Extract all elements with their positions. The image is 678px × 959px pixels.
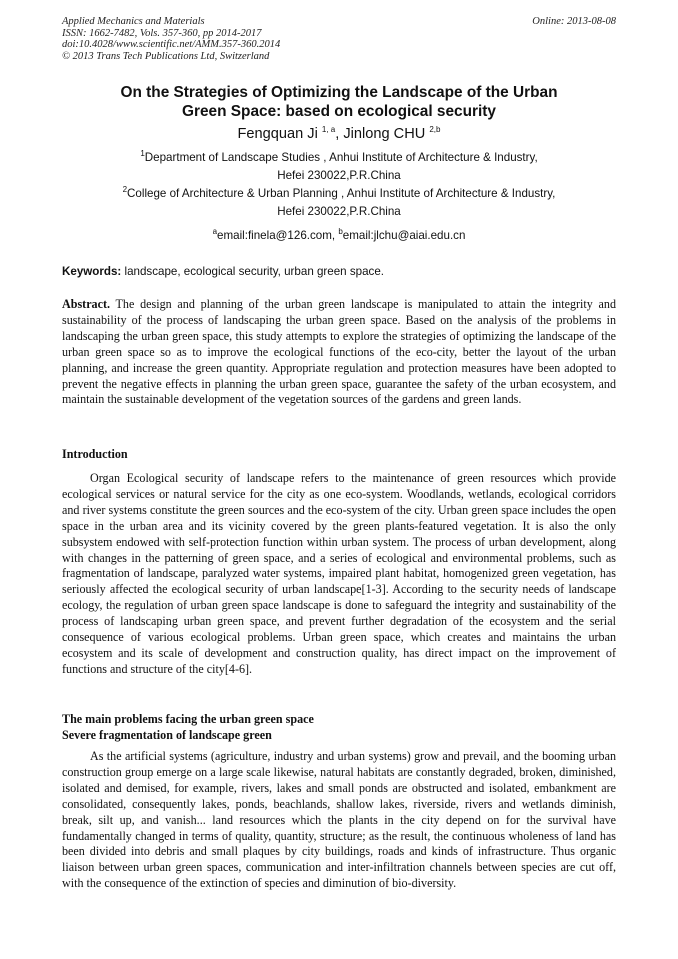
email-b: email:jlchu@aiai.edu.cn (342, 229, 466, 242)
affiliation-2-line-2: Hefei 230022,P.R.China (277, 205, 401, 218)
author-2-sup: 2,b (429, 125, 441, 135)
introduction-heading: Introduction (62, 447, 128, 461)
subsection-heading-fragmentation: Severe fragmentation of landscape green (62, 728, 272, 742)
email-a: email:finela@126.com, (217, 229, 339, 242)
section-heading-main-problems: The main problems facing the urban green space (62, 712, 314, 726)
introduction-paragraph: Organ Ecological security of landscape refers to the maintenance of green resources which provide ecological services or natural service for the city as one eco-system. Woodlands, wetlands, ecological corridors and river systems constitute the green sources and the eco-system of the city. Urban green space includes the open space in the urban area and its vicinity covered by the green plants-featured vegetation. It is also the only subsystem endowed with self-protection function within urban system. The process of urban development, along with changes in the patterning of green space, and a series of ecological and environmental problems, such as fragmentation of landscape, paralyzed water systems, impaired plant habitat, homogenized green vegetation, has seriously affected the ecological security of urban landscape[1-3]. According to the security needs of landscape ecology, the regulation of urban green space landscape is done to safeguard the integrity and sustainability of the process of landscaping urban green space, and prevent further degradation of the ecosystem and the serial consequence of various ecological problems. Urban green space, which creates and maintains the urban ecosystem and its scale of development and construction quality, has direct impact on the improvement of functions and structure of the city[4-6]. (62, 471, 616, 676)
email-a-sup: a (212, 227, 218, 237)
author-list (62, 125, 616, 143)
affiliation-2 (62, 185, 616, 221)
keywords-label: Keywords: (62, 265, 122, 278)
journal-header (62, 16, 616, 62)
abstract-text: The design and planning of the urban green landscape is manipulated to attain the integrity and sustainability of the process of landscaping the urban green space. Based on the analysis of the problems in landscaping the urban green space, this study attempts to explore the strategies of optimizing the landscape of the urban green space so as to improve the ecological functions of the eco-city, better the layout of the urban planning, and increase the green quantity. Appropriate regulation and protection measures have been adopted to prevent the negative effects in planning the urban green space, guarantee the safety of the urban ecosystem, and maintain the sustainable development of the vegetation sources of the gardens and green lands. (62, 297, 616, 407)
paper-title (62, 83, 616, 121)
title-line-2: Green Space: based on ecological security (182, 103, 496, 120)
affiliation-1-line-2: Hefei 230022,P.R.China (277, 169, 401, 182)
affiliation-1-line-1: Department of Landscape Studies , Anhui Institute of Architecture & Industry, (144, 151, 538, 164)
affiliation-1-number: 1 (140, 149, 145, 159)
title-line-1: On the Strategies of Optimizing the Landscape of the Urban (120, 84, 558, 101)
email-b-sup: b (338, 227, 343, 237)
affiliation-2-number: 2 (122, 185, 128, 195)
online-date: Online: 2013-08-08 (532, 16, 616, 27)
author-emails (62, 229, 616, 243)
copyright-line: © 2013 Trans Tech Publications Ltd, Switzerland (62, 50, 270, 62)
doi-line: doi:10.4028/www.scientific.net/AMM.357-360.2014 (62, 39, 281, 51)
abstract-label: Abstract. (62, 297, 111, 311)
affiliation-1 (62, 149, 616, 185)
issn-line: ISSN: 1662-7482, Vols. 357-360, pp 2014-2017 (62, 27, 262, 39)
journal-name: Applied Mechanics and Materials (62, 16, 205, 27)
author-2: Jinlong CHU (343, 126, 430, 142)
fragmentation-paragraph: As the artificial systems (agriculture, industry and urban systems) grow and prevail, and the booming urban construction group emerge on a large scale likewise, natural habitats are constantly degraded, broken, diminished, isolated and demised, for example, rivers, lakes and small ponds are obstructed and isolated, embankment are consolidated, consequently lakes, ponds, beachlands, shallow lakes, riverside, rivers and wetlands diminish, break, silt up, and vanish... land resources which the plants in the city depend on for the survival have fundamentally changed in terms of quality, quantity, structure; as the result, the continuous wholeness of land has been divided into debris and small plaques by city buildings, roads and kinds of infrastructure. Thus organic liaison between urban green spaces, communication and inter-infiltration channels between species are cut off, with the consequence of the extinction of species and diminution of bio-diversity. (62, 749, 616, 891)
author-1-sup: 1, a (321, 125, 336, 135)
affiliation-2-line-1: College of Architecture & Urban Planning , Anhui Institute of Architecture & Industry, (127, 187, 556, 200)
author-separator: , (335, 126, 344, 142)
abstract (62, 297, 616, 408)
author-1: Fengquan Ji (237, 126, 322, 142)
keywords (62, 265, 616, 279)
keywords-text: landscape, ecological security, urban green space. (121, 265, 385, 278)
